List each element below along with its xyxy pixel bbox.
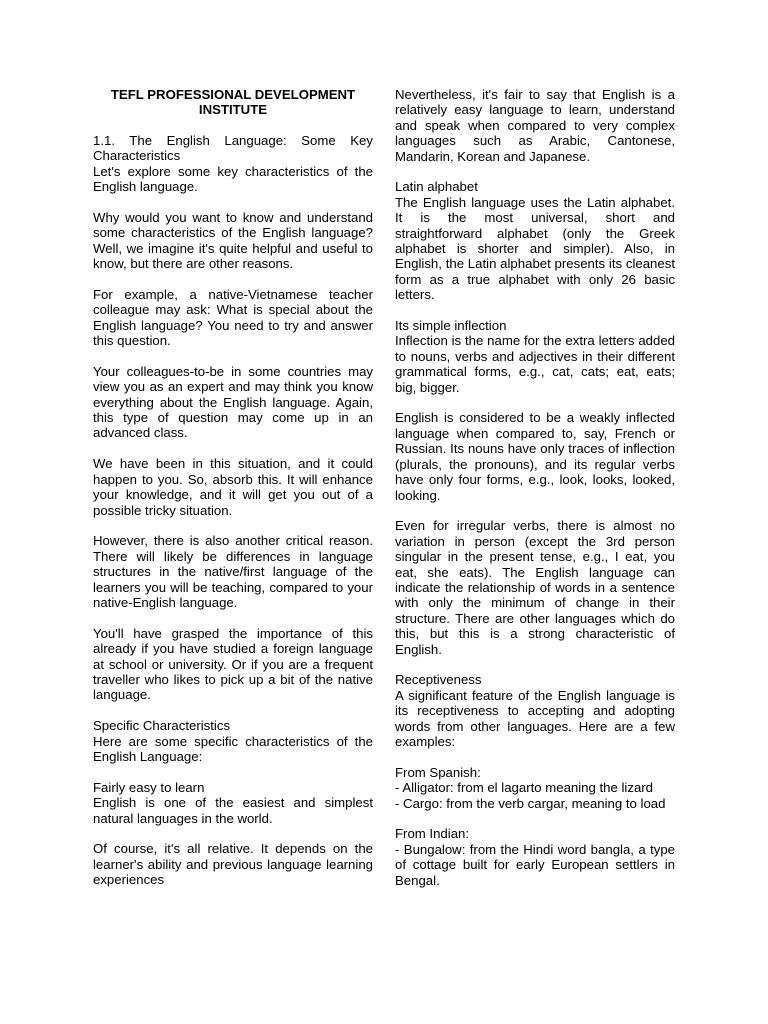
paragraph-line: Why would you want to know and understand some characteristics of the English language? Well, we imagine it's quite helpful and useful to know, but there are other reasons. <box>93 209 373 272</box>
paragraph-line: - Cargo: from the verb cargar, meaning to load <box>395 795 666 811</box>
paragraph-line: You'll have grasped the importance of this already if you have studied a foreign language at school or university. Or if you are a frequent traveller who likes to pick up a bit of the native language. <box>93 625 373 703</box>
paragraph-line: - Alligator: from el lagarto meaning the lizard <box>395 780 654 796</box>
paragraph-line: Latin alphabet <box>395 179 478 195</box>
paragraph-line: Fairly easy to learn <box>93 779 205 795</box>
paragraph <box>395 518 675 657</box>
paragraph-line: 1.1. The English Language: Some Key Characteristics <box>93 132 373 164</box>
paragraph <box>395 179 675 302</box>
paragraph-line: Let's explore some key characteristics of the English language. <box>93 163 373 195</box>
left-paragraphs <box>93 133 373 888</box>
paragraph-line: - Bungalow: from the Hindi word bangla, a type of cottage built for early European settlers in Bengal. <box>395 841 675 888</box>
paragraph-line: A significant feature of the English language is its receptiveness to accepting and adopting words from other languages. Here are a few examples: <box>395 687 675 749</box>
paragraph-line: For example, a native-Vietnamese teacher colleague may ask: What is special about the English language? You need to try and answer this question. <box>93 286 373 349</box>
left-column <box>93 87 373 903</box>
paragraph <box>93 456 373 518</box>
paragraph <box>395 672 675 749</box>
paragraph <box>93 841 373 887</box>
paragraph <box>93 718 373 764</box>
paragraph-line: However, there is also another critical reason. There will likely be differences in language structures in the native/first language of the learners you will be teaching, compared to your native-English language. <box>93 533 373 610</box>
paragraph <box>93 780 373 826</box>
paragraph <box>93 287 373 349</box>
paragraph <box>395 765 675 811</box>
paragraph-line: Your colleagues-to-be in some countries may view you as an expert and may think you know everything about the English language. Again, this type of question may come up in an advanced class. <box>93 363 373 441</box>
paragraph-line: Of course, it's all relative. It depends on the learner's ability and previous language learning experiences <box>93 841 373 888</box>
paragraph-line: Even for irregular verbs, there is almost no variation in person (except the 3rd person singular in the present tense, e.g., I eat, you eat, she eats). The English language can indicate the relationship of words in a sentence with only the minimum of change in their structure. There are other languages which do this, but this is a strong characteristic of English. <box>395 518 675 657</box>
paragraph <box>395 826 675 888</box>
paragraph-line: The English language uses the Latin alphabet. It is the most universal, short and straightforward alphabet (only the Greek alphabet is shorter and simpler). Also, in English, the Latin alphabet presents its cleanest form as a true alphabet with only 26 basic letters. <box>395 194 675 303</box>
paragraph <box>93 210 373 272</box>
paragraph-line: Its simple inflection <box>395 318 507 334</box>
paragraph-line: We have been in this situation, and it could happen to you. So, absorb this. It will enhance your knowledge, and it will get you out of a possible tricky situation. <box>93 456 373 518</box>
paragraph-line: From Indian: <box>395 826 470 842</box>
right-column <box>395 87 675 903</box>
paragraph <box>93 133 373 195</box>
paragraph-line: From Spanish: <box>395 764 481 780</box>
paragraph-line: Specific Characteristics <box>93 718 231 734</box>
right-paragraphs <box>395 87 675 888</box>
paragraph <box>93 533 373 610</box>
document-title: TEFL PROFESSIONAL DEVELOPMENT INSTITUTE <box>110 87 356 118</box>
paragraph <box>395 410 675 502</box>
paragraph-line: Receptiveness <box>395 672 482 688</box>
paragraph-line: Nevertheless, it's fair to say that English is a relatively easy language to learn, understand and speak when compared to very complex languages such as Arabic, Cantonese, Mandarin, Korean and Japanese. <box>395 87 675 164</box>
paragraph <box>395 87 675 164</box>
paragraph-line: English is considered to be a weakly inflected language when compared to, say, French or Russian. Its nouns have only traces of inflection (plurals, the pronouns), and its regular verbs have only four forms, e.g., look, looks, looked, looking. <box>395 410 675 503</box>
paragraph <box>93 364 373 441</box>
paragraph <box>93 626 373 703</box>
paragraph <box>395 318 675 395</box>
paragraph-line: Here are some specific characteristics of the English Language: <box>93 733 373 764</box>
paragraph-line: English is one of the easiest and simplest natural languages in the world. <box>93 795 373 826</box>
paragraph-line: Inflection is the name for the extra letters added to nouns, verbs and adjectives in their different grammatical forms, e.g., cat, cats; eat, eats; big, bigger. <box>395 333 675 395</box>
